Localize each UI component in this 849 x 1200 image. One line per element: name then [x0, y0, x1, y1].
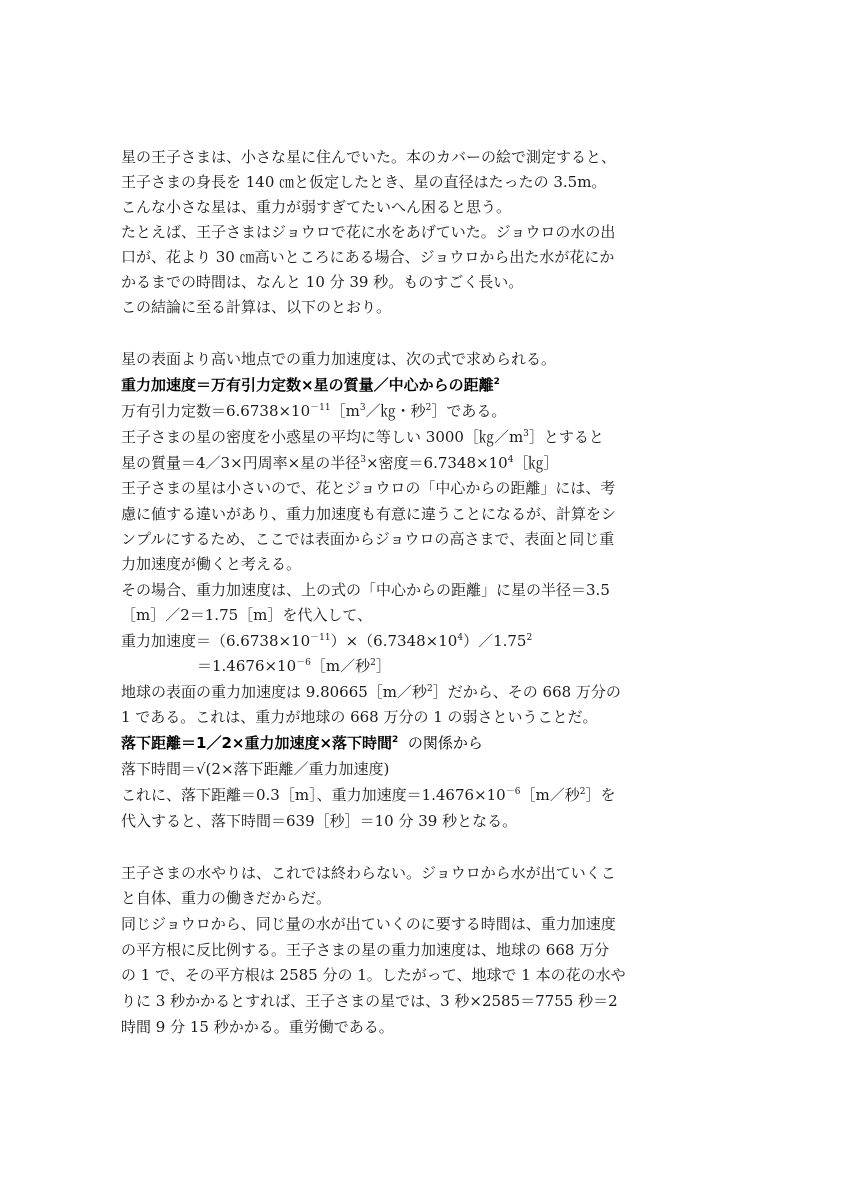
text-span: 万有引力定数＝6.6738×10: [121, 402, 311, 420]
text-line: [121, 402, 506, 420]
superscript: 3: [360, 455, 366, 465]
text-line: こんな小さな星は、重力が弱すぎてたいへん困ると思う。: [121, 198, 512, 216]
superscript: 4: [457, 633, 464, 643]
text-span: ＝1.4676×10: [197, 657, 297, 675]
formula-heading: [121, 734, 483, 752]
text-line: かるまでの時間は、なんと 10 分 39 秒。ものすごく長い。: [121, 273, 524, 291]
text-span: ］を: [585, 786, 616, 804]
text-span: ［m／秒: [520, 786, 580, 804]
text-span: これに、落下距離＝0.3［m］、重力加速度＝1.4676×10: [121, 786, 506, 804]
text-line: ［m］／2＝1.75［m］を代入して、: [121, 606, 373, 624]
text-line: りに 3 秒かかるとすれば、王子さまの星では、3 秒×2585＝7755 秒＝2: [121, 992, 618, 1010]
text-line: 星の王子さまは、小さな星に住んでいた。本のカバーの絵で測定すると、: [121, 148, 617, 166]
superscript: 2: [370, 658, 376, 668]
text-span: ［㎏］: [513, 454, 559, 472]
text-line: 王子さまの星は小さいので、花とジョウロの「中心からの距離」には、考: [121, 479, 616, 497]
text-span: ×密度＝6.7348×10: [365, 454, 508, 472]
text-line: [121, 632, 532, 650]
superscript: 2: [579, 787, 586, 797]
superscript: 2: [427, 684, 433, 694]
text-line: 代入すると、落下時間＝639［秒］＝10 分 39 秒となる。: [121, 812, 518, 830]
text-line: 王子さまの身長を 140 ㎝と仮定したとき、星の直径はたったの 3.5m。: [121, 173, 607, 191]
text-span: 重力加速度＝（6.6738×10: [121, 632, 311, 650]
text-line: の 1 で、その平方根は 2585 分の 1。したがって、地球で 1 本の花の水や: [121, 966, 626, 984]
text-line: の平方根に反比例する。王子さまの星の重力加速度は、地球の 668 万分: [121, 941, 610, 959]
formula-heading: [121, 376, 500, 394]
text-line: と自体、重力の働きだからだ。: [121, 889, 332, 907]
text-line: 慮に値する違いがあり、重力加速度も有意に違うことになるが、計算をシ: [121, 505, 617, 523]
formula-text: 重力加速度＝万有引力定数×星の質量／中心からの距離: [121, 376, 494, 394]
text-line: その場合、重力加速度は、上の式の「中心からの距離」に星の半径＝3.5: [121, 581, 610, 599]
superscript: 2: [392, 735, 399, 745]
text-span: の関係から: [398, 734, 483, 752]
text-line: [197, 657, 391, 675]
text-line: 口が、花より 30 ㎝高いところにある場合、ジョウロから出た水が花にか: [121, 248, 615, 266]
text-span: 地球の表面の重力加速度は 9.80665［m／秒: [121, 683, 428, 701]
text-span: 星の質量＝4／3×円周率×星の半径: [121, 454, 361, 472]
text-line: 星の表面より高い地点での重力加速度は、次の式で求められる。: [121, 350, 557, 368]
superscript: 3: [359, 403, 366, 413]
text-line: [121, 683, 621, 701]
text-span: ］とすると: [528, 428, 604, 446]
text-span: ］: [375, 657, 391, 675]
text-span: 王子さまの星の密度を小惑星の平均に等しい 3000［㎏／m: [121, 428, 524, 446]
superscript: 2: [425, 403, 432, 413]
text-line: 力加速度が働くと考える。: [121, 555, 302, 573]
text-line: 時間 9 分 15 秒かかる。重労働である。: [121, 1018, 394, 1036]
text-line: たとえば、王子さまはジョウロで花に水をあげていた。ジョウロの水の出: [121, 223, 616, 241]
text-span: ）／1.75: [463, 632, 527, 650]
text-span: ）×（6.7348×10: [330, 632, 458, 650]
text-line: 王子さまの水やりは、これでは終わらない。ジョウロから水が出ていくこ: [121, 864, 616, 882]
superscript: 2: [526, 633, 533, 643]
superscript: 4: [507, 455, 514, 465]
superscript: －11: [310, 403, 331, 413]
superscript: －6: [505, 787, 521, 797]
text-span: ［m／秒: [310, 657, 371, 675]
text-span: ［m: [330, 402, 360, 420]
text-span: ］である。: [431, 402, 507, 420]
formula-text: 落下距離＝1／2×重力加速度×落下時間: [121, 734, 393, 752]
superscript: 3: [523, 429, 529, 439]
superscript: －11: [310, 633, 331, 643]
text-line: 落下時間＝√(2×落下距離／重力加速度): [121, 760, 390, 778]
text-line: [121, 786, 615, 804]
text-line: [121, 428, 604, 446]
superscript: －6: [296, 658, 311, 668]
text-line: ンプルにするため、ここでは表面からジョウロの高さまで、表面と同じ重: [121, 530, 615, 548]
text-line: この結論に至る計算は、以下のとおり。: [121, 298, 392, 316]
text-span: ］だから、その 668 万分の: [432, 683, 621, 701]
text-line: 同じジョウロから、同じ量の水が出ていくのに要する時間は、重力加速度: [121, 915, 616, 933]
text-span: ／㎏・秒: [365, 402, 426, 420]
text-line: [121, 454, 558, 472]
superscript: 2: [493, 377, 500, 387]
text-line: 1 である。これは、重力が地球の 668 万分の 1 の弱さということだ。: [121, 708, 598, 726]
